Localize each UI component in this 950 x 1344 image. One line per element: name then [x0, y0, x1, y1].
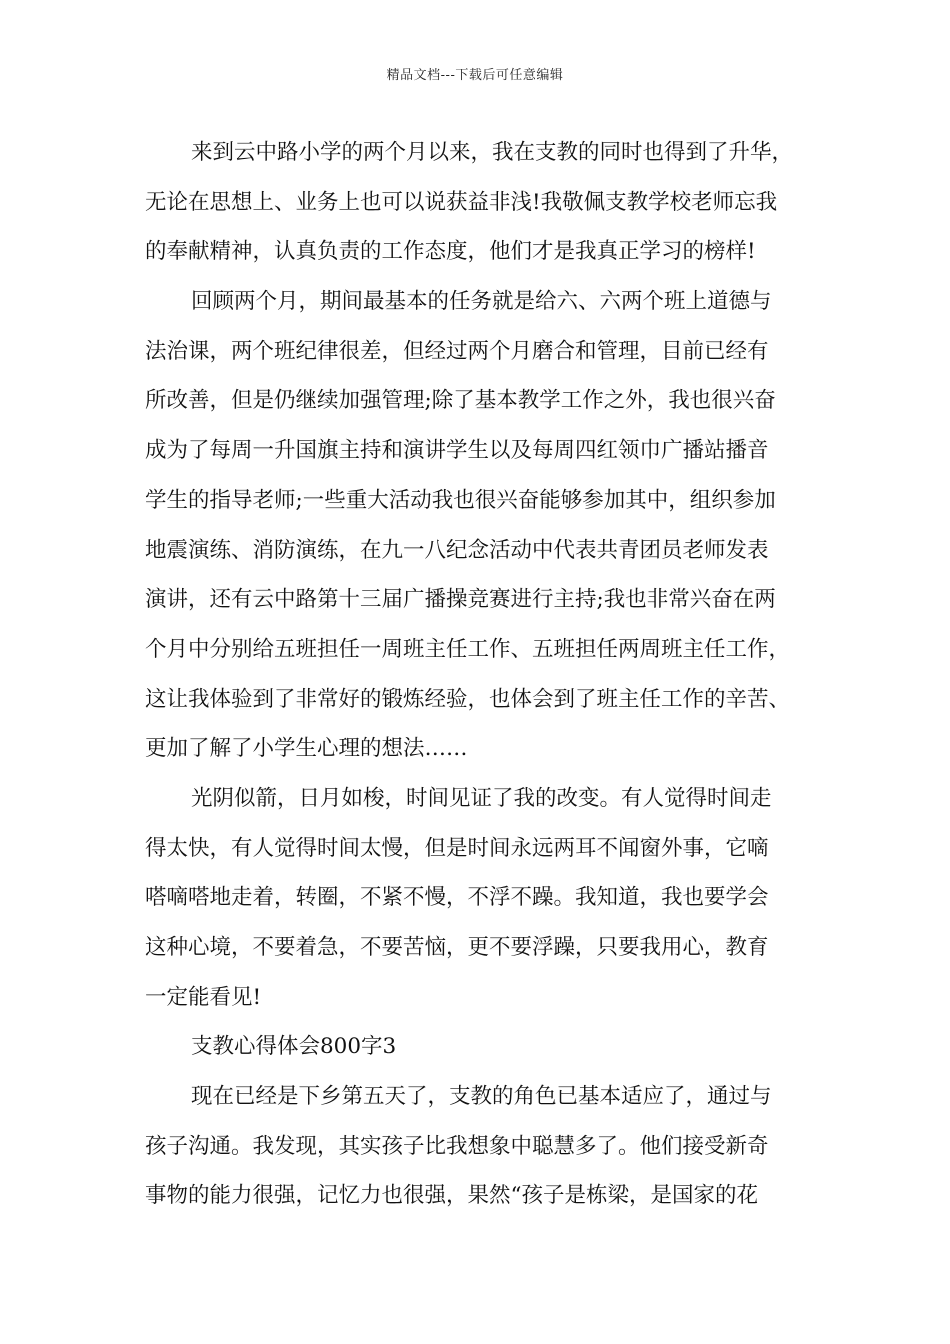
- text-line: 的奉献精神，认真负责的工作态度，他们才是我真正学习的榜样!: [145, 239, 756, 265]
- text-line: 更加了解了小学生心理的想法……: [145, 736, 468, 762]
- text-line: 回顾两个月，期间最基本的任务就是给六、六两个班上道德与: [191, 289, 772, 315]
- page-header: 精品文档---下载后可任意编辑: [386, 68, 564, 83]
- text-line: 得太快，有人觉得时间太慢，但是时间永远两耳不闻窗外事，它嘀: [145, 835, 769, 861]
- text-line: 成为了每周一升国旗主持和演讲学生以及每周四红领巾广播站播音: [145, 438, 769, 464]
- text-line: 这让我体验到了非常好的锻炼经验，也体会到了班主任工作的辛苦、: [145, 686, 791, 712]
- text-line: 这种心境，不要着急，不要苦恼，更不要浮躁，只要我用心，教育: [145, 935, 769, 960]
- text-line: 无论在思想上、业务上也可以说获益非浅!我敬佩支教学校老师忘我: [145, 189, 778, 215]
- text-line: 来到云中路小学的两个月以来，我在支教的同时也得到了升华，: [191, 140, 794, 165]
- text-line: 事物的能力很强，记忆力也很强，果然“孩子是栋梁，是国家的花: [145, 1183, 758, 1209]
- text-line: 学生的指导老师;一些重大活动我也很兴奋能够参加其中，组织参加: [145, 487, 776, 513]
- text-line: 法治课，两个班纪律很差，但经过两个月磨合和管理，目前已经有: [145, 338, 769, 364]
- text-line: 所改善，但是仍继续加强管理;除了基本教学工作之外，我也很兴奋: [145, 388, 776, 414]
- text-line: 一定能看见!: [145, 984, 262, 1010]
- text-line: 演讲，还有云中路第十三届广播操竞赛进行主持;我也非常兴奋在两: [145, 587, 776, 613]
- text-line: 现在已经是下乡第五天了，支教的角色已基本适应了，通过与: [191, 1084, 772, 1110]
- document-body: [145, 128, 830, 1221]
- text-line: 地震演练、消防演练，在九一八纪念活动中代表共青团员老师发表: [145, 537, 769, 563]
- text-line: 光阴似箭，日月如梭，时间见证了我的改变。有人觉得时间走: [191, 785, 772, 811]
- section-heading: 支教心得体会800字3: [191, 1034, 397, 1060]
- text-line: 个月中分别给五班担任一周班主任工作、五班担任两周班主任工作，: [145, 636, 791, 662]
- text-line: 嗒嘀嗒地走着，转圈，不紧不慢，不浮不躁。我知道，我也要学会: [145, 885, 769, 911]
- text-line: 孩子沟通。我发现，其实孩子比我想象中聪慧多了。他们接受新奇: [145, 1133, 769, 1159]
